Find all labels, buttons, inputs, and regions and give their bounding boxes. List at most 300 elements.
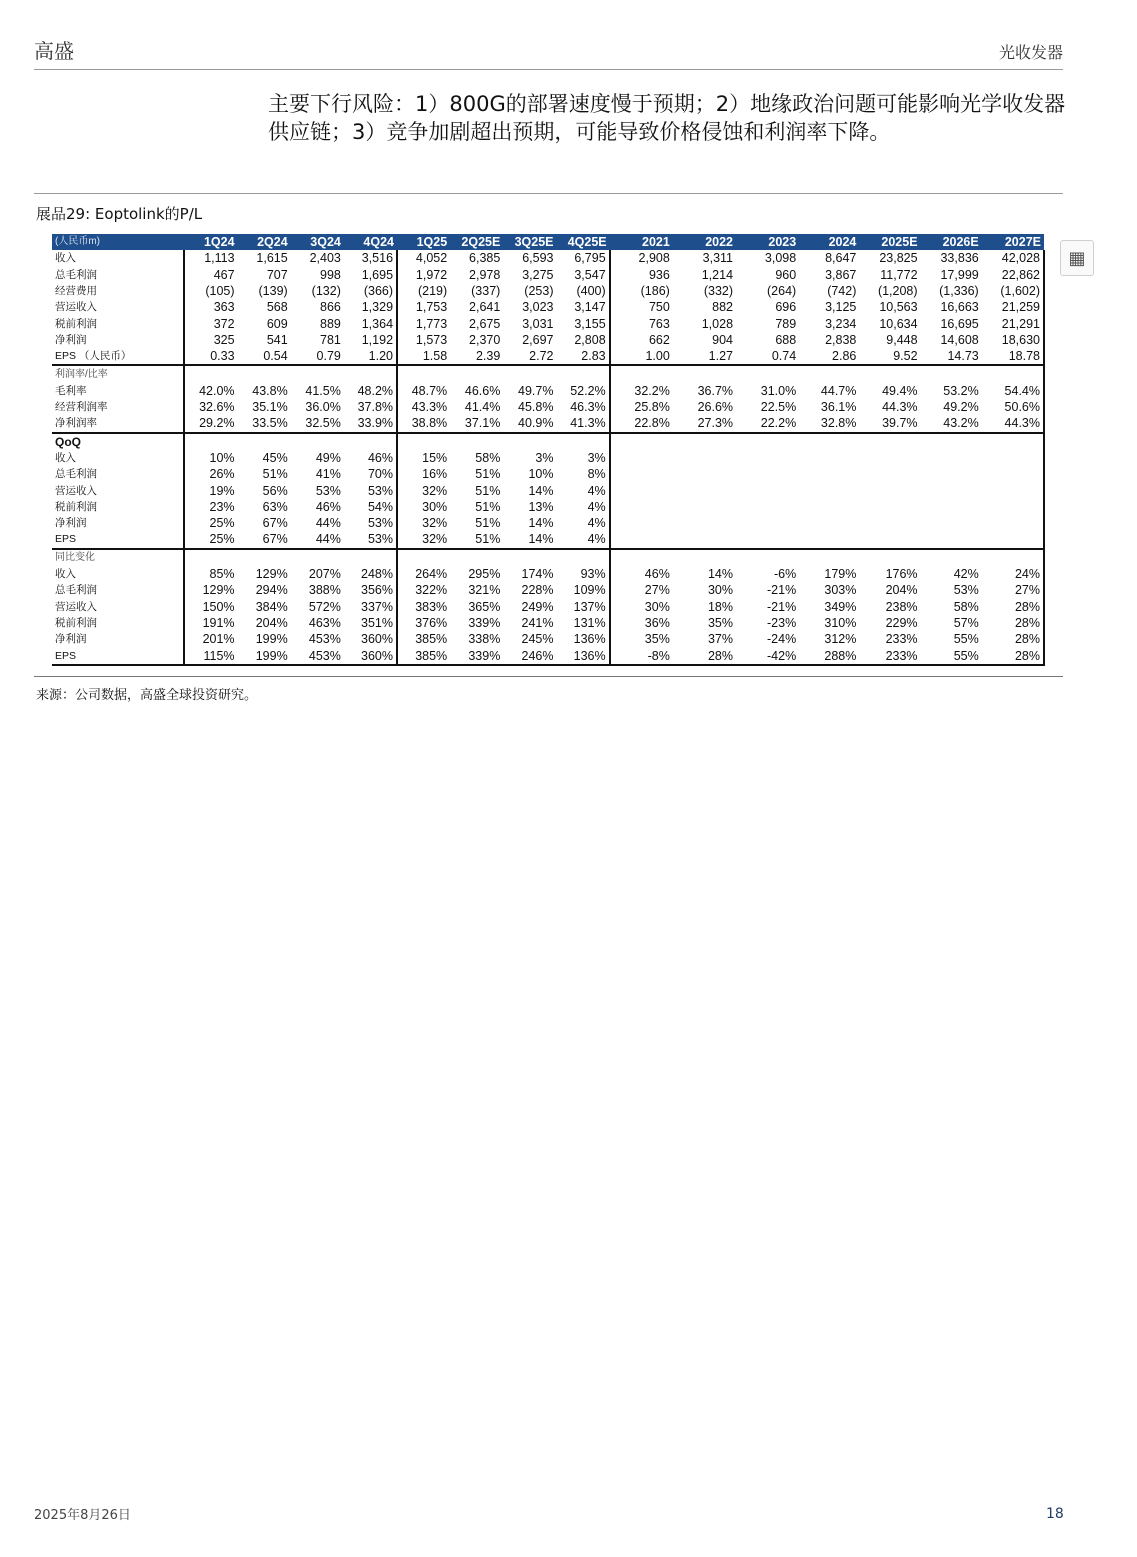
table-cell: 541	[266, 332, 288, 347]
row-label: 税前利润	[55, 500, 97, 513]
table-cell: 44%	[315, 532, 341, 547]
table-cell: 3,311	[702, 251, 734, 266]
table-cell: 2.39	[475, 349, 501, 364]
table-cell: 936	[610, 267, 673, 283]
row-label: 营运收入	[55, 600, 97, 613]
table-cell	[397, 549, 450, 566]
table-cell: 55%	[953, 632, 979, 647]
source-note: 来源：公司数据，高盛全球投资研究。	[36, 688, 258, 703]
table-cell	[610, 531, 673, 548]
table-cell: 8,647	[825, 251, 857, 266]
table-cell: 35%	[707, 615, 734, 630]
table-cell: 229%	[885, 615, 918, 630]
table-cell	[859, 450, 920, 466]
risk-paragraph: 主要下行风险：1）800G的部署速度慢于预期；2）地缘政治问题可能影响光学收发器供应链；3）竞争加剧超出预期，可能导致价格侵蚀和利润率下降。	[268, 92, 1066, 144]
table-cell: 6,385	[469, 251, 501, 266]
table-cell	[859, 549, 920, 566]
table-cell: 609	[266, 316, 288, 331]
table-cell: 310%	[824, 615, 857, 630]
table-cell: (332)	[703, 284, 734, 299]
table-cell: -6%	[773, 567, 797, 582]
table-cell: -8%	[610, 647, 673, 664]
table-row	[52, 283, 1044, 299]
table-cell: 10%	[528, 467, 554, 482]
table-cell: 0.74	[771, 349, 797, 364]
table-row	[52, 315, 1044, 331]
table-cell: 25%	[184, 531, 237, 548]
table-cell: 1,972	[397, 267, 450, 283]
table-cell	[982, 515, 1044, 531]
table-cell: 115%	[184, 647, 237, 664]
table-cell: 688	[775, 332, 797, 347]
table-cell	[799, 466, 859, 482]
table-cell: 463%	[308, 615, 341, 630]
table-cell: 51%	[475, 483, 501, 498]
table-row	[52, 566, 1044, 582]
table-cell: 46%	[315, 499, 341, 514]
table-cell: 14,608	[940, 332, 979, 347]
table-cell: 18%	[707, 599, 734, 614]
table-cell: 49.4%	[882, 383, 918, 398]
table-body	[52, 250, 1044, 664]
table-cell: 57%	[953, 615, 979, 630]
table-cell: 41.5%	[305, 383, 341, 398]
table-row	[52, 515, 1044, 531]
table-cell: -23%	[767, 615, 797, 630]
table-cell: 1,615	[256, 251, 288, 266]
table-cell	[982, 433, 1044, 450]
table-cell: 41%	[315, 467, 341, 482]
table-cell: 10,634	[879, 316, 918, 331]
row-label: 营运收入	[55, 484, 97, 497]
row-label: 净利润	[55, 517, 87, 530]
table-cell: 56%	[262, 483, 288, 498]
table-cell: 85%	[184, 566, 237, 582]
table-row	[52, 531, 1044, 548]
table-cell: 176%	[885, 567, 918, 582]
table-cell: 1.58	[397, 348, 450, 365]
table-cell: 129%	[255, 567, 288, 582]
table-cell	[859, 466, 920, 482]
table-cell: (132)	[311, 284, 341, 299]
table-cell: 136%	[556, 647, 609, 664]
table-cell: 22,862	[982, 267, 1044, 283]
table-cell: 46.6%	[464, 383, 501, 398]
table-cell	[982, 365, 1044, 382]
table-cell: 199%	[238, 647, 291, 664]
table-cell: 3,125	[825, 300, 857, 315]
table-cell: 22.2%	[760, 416, 797, 431]
table-cell: 43.2%	[943, 416, 979, 431]
section-label: QoQ	[52, 433, 184, 450]
column-header: 2023	[736, 234, 799, 250]
section-header-row	[52, 549, 1044, 566]
table-cell: 51%	[475, 516, 501, 531]
table-cell: 16%	[397, 466, 450, 482]
table-cell: 43.8%	[252, 383, 288, 398]
table-cell	[982, 482, 1044, 498]
table-cell: 36.7%	[697, 383, 734, 398]
table-cell: 43.3%	[397, 399, 450, 415]
table-cell	[799, 365, 859, 382]
page-number: 18	[1046, 1506, 1064, 1522]
table-cell: 572%	[308, 599, 341, 614]
table-cell: 24%	[982, 566, 1044, 582]
table-cell: 201%	[184, 631, 237, 647]
table-cell: 50.6%	[982, 399, 1044, 415]
table-cell: 46%	[367, 451, 394, 465]
table-cell: (186)	[610, 283, 673, 299]
table-bottom-divider	[34, 676, 1063, 677]
table-cell: 33,836	[940, 251, 979, 266]
table-row	[52, 332, 1044, 348]
table-cell: 42.0%	[184, 383, 237, 399]
table-row	[52, 383, 1044, 399]
table-cell: 467	[184, 267, 237, 283]
pl-table-container	[52, 234, 1045, 666]
table-cell	[736, 515, 799, 531]
table-cell: 9.52	[893, 349, 918, 364]
column-header: 2Q24	[238, 234, 291, 250]
table-cell	[184, 549, 237, 566]
table-cell: 3,031	[522, 316, 554, 331]
table-cell: -42%	[736, 647, 799, 664]
table-cell: 30%	[610, 599, 673, 615]
table-cell: 44.3%	[882, 400, 918, 415]
row-label: EPS	[52, 647, 184, 664]
column-header: 2Q25E	[450, 234, 503, 250]
table-cell: 2.72	[529, 349, 554, 364]
table-cell: 17,999	[940, 267, 979, 282]
table-cell: 3,023	[522, 300, 554, 315]
table-cell: 707	[266, 267, 288, 282]
table-cell: 23,825	[879, 251, 918, 266]
table-cell: 385%	[397, 631, 450, 647]
table-cell: 30%	[707, 583, 734, 598]
table-cell: 0.79	[316, 349, 341, 364]
table-cell: 3,098	[764, 251, 797, 266]
table-cell: 70%	[367, 467, 394, 482]
table-cell: 191%	[184, 615, 237, 631]
table-cell: 1,773	[397, 315, 450, 331]
table-cell	[450, 433, 503, 450]
table-cell	[736, 531, 799, 548]
section-label: 利润率/比率	[52, 365, 184, 382]
table-cell	[610, 482, 673, 498]
table-cell	[610, 499, 673, 515]
table-cell: 568	[266, 300, 288, 315]
table-cell: 204%	[885, 583, 918, 598]
row-label: 毛利率	[55, 384, 87, 397]
table-cell: 207%	[308, 567, 341, 582]
table-cell: 37.1%	[464, 416, 501, 431]
table-cell: (1,336)	[939, 284, 979, 299]
table-cell	[921, 499, 982, 515]
table-cell	[610, 549, 673, 566]
table-cell: 750	[610, 299, 673, 315]
table-cell: 13%	[528, 499, 554, 514]
table-cell: 49%	[315, 451, 341, 465]
table-cell: 29.2%	[184, 415, 237, 432]
table-cell: 245%	[521, 632, 554, 647]
table-cell: 36%	[610, 615, 673, 631]
table-cell: 1,192	[361, 332, 394, 347]
table-cell	[921, 433, 982, 450]
table-cell: 6,795	[574, 251, 606, 266]
table-cell: 53%	[315, 483, 341, 498]
row-label: 税前利润	[55, 317, 97, 330]
table-cell: 14%	[707, 567, 734, 582]
table-cell	[736, 499, 799, 515]
table-cell: 37%	[707, 632, 734, 647]
table-cell: 33.5%	[252, 416, 288, 431]
table-cell: 40.9%	[518, 416, 554, 431]
column-header: 4Q24	[344, 234, 397, 250]
table-cell: 2.86	[832, 349, 857, 364]
table-cell	[610, 450, 673, 466]
table-cell	[799, 433, 859, 450]
table-cell	[799, 499, 859, 515]
table-cell: 351%	[361, 615, 394, 630]
table-cell: 22.5%	[760, 400, 797, 415]
table-cell: 365%	[468, 599, 501, 614]
table-cell: 2,641	[469, 300, 501, 315]
table-cell: 10%	[184, 450, 237, 466]
table-cell: 249%	[521, 599, 554, 614]
table-cell: (400)	[576, 284, 606, 299]
table-cell: 45%	[262, 451, 288, 465]
table-cell: 3%	[535, 451, 554, 465]
table-row	[52, 450, 1044, 466]
unit-label: (人民币m)	[52, 234, 184, 250]
table-cell: 322%	[397, 582, 450, 598]
table-cell: 32.6%	[184, 399, 237, 415]
table-cell	[736, 365, 799, 382]
table-cell: 51%	[475, 532, 501, 547]
row-label: 税前利润	[55, 616, 97, 629]
table-cell: 35%	[610, 631, 673, 647]
table-cell: 199%	[255, 632, 288, 647]
table-cell: 1,573	[397, 332, 450, 348]
footer-date: 2025年8月26日	[34, 1508, 131, 1523]
table-cell: 19%	[184, 482, 237, 498]
table-cell	[673, 549, 736, 566]
table-row	[52, 466, 1044, 482]
table-cell: 36.0%	[305, 400, 341, 415]
table-cell	[982, 531, 1044, 548]
table-cell: (219)	[397, 283, 450, 299]
row-label: 总毛利润	[55, 268, 97, 281]
table-cell	[736, 450, 799, 466]
table-cell: 53%	[367, 483, 394, 498]
table-cell: (139)	[258, 284, 288, 299]
table-cell: 28%	[982, 599, 1044, 615]
column-header: 2027E	[982, 234, 1044, 250]
table-cell	[982, 499, 1044, 515]
table-cell: (105)	[184, 283, 237, 299]
table-cell	[397, 433, 450, 450]
table-cell: 32%	[397, 531, 450, 548]
table-cell: 58%	[953, 599, 979, 614]
table-cell: 49.7%	[518, 383, 554, 398]
table-cell: 2,403	[309, 251, 341, 266]
table-cell: 1,753	[397, 299, 450, 315]
header-divider	[34, 69, 1063, 70]
table-cell: 38.8%	[397, 415, 450, 432]
table-cell: 228%	[521, 583, 554, 598]
table-cell: 53.2%	[943, 383, 979, 398]
table-cell: 6,593	[522, 251, 554, 266]
table-row	[52, 615, 1044, 631]
table-cell: 248%	[361, 567, 394, 582]
row-label: 经营费用	[55, 285, 97, 298]
table-cell	[921, 531, 982, 548]
table-cell: (253)	[524, 284, 554, 299]
table-cell: 48.2%	[357, 383, 394, 398]
table-cell	[859, 365, 920, 382]
table-cell: 25%	[184, 515, 237, 531]
table-cell: 14.73	[947, 349, 979, 364]
table-cell	[344, 433, 397, 450]
table-cell	[450, 549, 503, 566]
table-cell: 53%	[367, 516, 394, 531]
table-cell: 3,155	[574, 316, 606, 331]
table-cell	[736, 466, 799, 482]
table-cell: 288%	[799, 647, 859, 664]
table-cell: 150%	[184, 599, 237, 615]
row-label: 净利润	[55, 333, 87, 346]
screenshot-tool-icon[interactable]: ▦	[1060, 240, 1094, 276]
table-cell: 0.33	[184, 348, 237, 365]
table-cell: 21,291	[982, 315, 1044, 331]
table-cell: 174%	[521, 567, 554, 582]
table-cell: 356%	[361, 583, 394, 598]
table-cell: (366)	[363, 284, 394, 299]
table-cell: 51%	[475, 499, 501, 514]
table-cell: 349%	[824, 599, 857, 614]
table-cell: 384%	[255, 599, 288, 614]
table-cell: 31.0%	[760, 383, 797, 398]
table-cell: 3,547	[574, 267, 606, 282]
table-cell: 4%	[587, 499, 606, 514]
table-cell: 27%	[982, 582, 1044, 598]
table-cell: 337%	[361, 599, 394, 614]
table-cell	[982, 549, 1044, 566]
table-cell: (1,208)	[877, 284, 918, 299]
row-label: 收入	[55, 452, 76, 464]
table-cell: 28%	[982, 631, 1044, 647]
table-cell: 2,675	[469, 316, 501, 331]
table-cell	[736, 482, 799, 498]
row-label: 经营利润率	[55, 401, 108, 414]
column-header: 2025E	[859, 234, 920, 250]
table-cell: 32%	[397, 515, 450, 531]
table-row	[52, 647, 1044, 664]
table-cell: 137%	[573, 599, 606, 614]
table-cell: 233%	[885, 632, 918, 647]
table-cell	[921, 466, 982, 482]
table-cell: 3,867	[825, 267, 857, 282]
table-cell: 4%	[587, 532, 606, 547]
table-cell	[238, 433, 291, 450]
table-cell: 385%	[397, 647, 450, 664]
table-cell	[610, 515, 673, 531]
row-label: 净利润率	[55, 417, 97, 430]
table-cell: 58%	[475, 451, 501, 465]
table-cell: 44.7%	[820, 383, 857, 398]
table-cell: 55%	[921, 647, 982, 664]
table-cell: 28%	[982, 615, 1044, 631]
table-cell	[238, 365, 291, 382]
table-cell: 41.4%	[464, 400, 501, 415]
table-cell: 42%	[953, 567, 979, 582]
table-cell: 22.8%	[610, 415, 673, 432]
table-cell: 11,772	[880, 267, 918, 282]
table-cell	[859, 482, 920, 498]
table-cell: 1.20	[368, 349, 394, 364]
table-cell: 1,028	[701, 316, 734, 331]
table-cell: 238%	[885, 599, 918, 614]
header-brand: 高盛	[34, 39, 74, 63]
row-label: 营运收入	[55, 301, 97, 314]
table-cell: 41.3%	[570, 416, 606, 431]
table-cell: 2,808	[574, 332, 606, 347]
table-cell: (264)	[767, 284, 797, 299]
table-cell: 129%	[184, 582, 237, 598]
table-cell: 696	[775, 300, 797, 315]
table-cell	[982, 466, 1044, 482]
table-cell	[859, 531, 920, 548]
table-row	[52, 399, 1044, 415]
table-cell: 2,697	[522, 332, 554, 347]
table-cell: 339%	[450, 647, 503, 664]
column-header: 2024	[799, 234, 859, 250]
table-cell: 44.3%	[982, 415, 1044, 432]
pl-table	[52, 234, 1045, 666]
table-row	[52, 267, 1044, 283]
table-cell	[503, 433, 556, 450]
exhibit-title: 展品29: Eoptolink的P/L	[36, 205, 203, 223]
table-cell: 1.27	[708, 349, 734, 364]
table-cell: 1.00	[610, 348, 673, 365]
table-cell	[184, 365, 237, 382]
column-header: 1Q24	[184, 234, 237, 250]
table-cell: 32%	[397, 482, 450, 498]
table-cell: 204%	[255, 615, 288, 630]
table-cell	[673, 466, 736, 482]
table-cell: 294%	[255, 583, 288, 598]
table-cell: 25.8%	[610, 399, 673, 415]
table-cell	[397, 365, 450, 382]
table-cell: 67%	[262, 532, 288, 547]
table-cell	[673, 365, 736, 382]
table-cell	[344, 549, 397, 566]
table-cell: 32.8%	[820, 416, 857, 431]
table-cell: 303%	[824, 583, 857, 598]
table-cell: 781	[320, 332, 341, 347]
row-label: 净利润	[55, 633, 87, 646]
table-cell: 312%	[824, 632, 857, 647]
table-cell: 32.2%	[610, 383, 673, 399]
table-cell: 39.7%	[882, 416, 918, 431]
table-cell: 4,052	[397, 250, 450, 266]
table-cell: 2,908	[610, 250, 673, 266]
table-row	[52, 415, 1044, 432]
table-cell: 67%	[262, 516, 288, 531]
table-cell	[344, 365, 397, 382]
table-cell	[238, 549, 291, 566]
table-header-row	[52, 234, 1044, 250]
